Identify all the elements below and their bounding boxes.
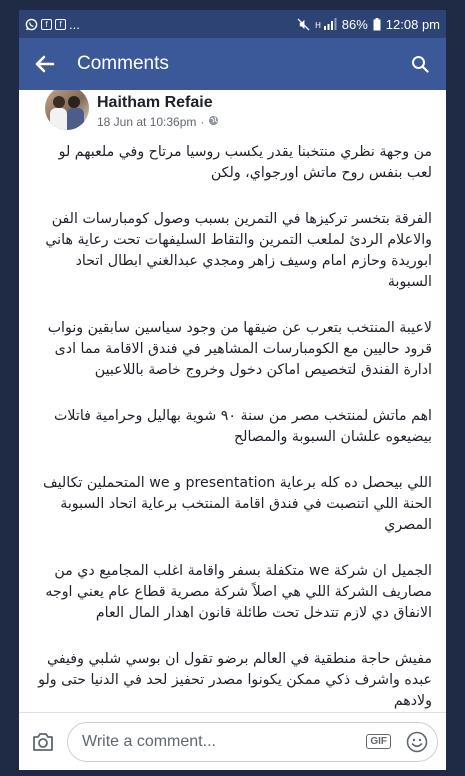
app-bar — [19, 38, 446, 90]
emoji-icon[interactable] — [405, 730, 429, 754]
signal-icon — [315, 18, 337, 30]
comment-input-container — [67, 722, 438, 762]
comment-composer — [19, 712, 446, 770]
camera-icon[interactable] — [27, 726, 59, 758]
search-icon[interactable] — [408, 52, 432, 76]
whatsapp-icon — [25, 18, 38, 31]
post-paragraph: الجميل ان شركة we متكفلة بسفر واقامة اغلب المجاميع دي من مصاريف الشركة اللي هي اصلاً شركة مصرية قطاع عام يعني اوجه الانفاق دي لازم تتدخل تحت طائلة قانون اهدار المال العام — [45, 563, 432, 621]
mute-icon — [297, 18, 310, 31]
back-arrow-icon[interactable] — [33, 52, 57, 76]
post-paragraph: من وجهة نظري منتخبنا يقدر يكسب روسيا مرتاح وفي ملعبهم لو لعب بنفس روح ماتش اورجواي، ولكن — [58, 144, 432, 181]
author-name[interactable]: Haitham Refaie — [97, 94, 213, 111]
notification-box-icon: f — [41, 19, 52, 30]
comment-input[interactable] — [80, 732, 360, 752]
post-paragraph: اهم ماتش لمنتخب مصر من سنة ٩٠ شوية بهاليل وحرامية فاتلات بيضيعوه علشان السبوبة والمصالح — [54, 408, 432, 445]
post-paragraph: لاعيبة المنتخب بتعرب عن ضيقها من وجود سياسين سابقين ونواب قرود حاليين مع الكومبارسات المشاهير في فندق الاقامة مما ادى ادارة الفندق لتخصيص اماكن دخول وخروج خاصة باللاعبين — [47, 320, 432, 378]
battery-icon — [373, 18, 381, 31]
gif-button[interactable]: GIF — [366, 734, 391, 749]
phone-screen — [19, 10, 446, 770]
status-time: 12:08 pm — [385, 16, 440, 32]
post-body — [19, 130, 446, 712]
meta-separator: · — [200, 115, 205, 129]
status-more: ... — [69, 16, 80, 32]
avatar[interactable] — [45, 90, 89, 130]
svg-text:H: H — [314, 21, 321, 30]
status-bar — [19, 10, 446, 38]
post-paragraph: اللي بيحصل ده كله برعاية presentation و we المتحملين تكاليف الحنة اللي اتنصبت في فندق اقامة المنتخب برعاية اتحاد السبوبة المصري — [42, 475, 432, 533]
post-paragraph: مفيش حاجة منطقية في العالم برضو تقول ان بوسي شلبي وفيفي عبده واشرف ذكي ممكن يكونوا مصدر تحفيز لحد في الدنيا حتى ولو ولادهم — [38, 651, 432, 709]
page-title: Comments — [77, 53, 169, 74]
notification-box-icon: f — [55, 19, 66, 30]
comments-content[interactable] — [19, 90, 446, 712]
post-header — [19, 90, 446, 130]
post-paragraph: الفرقة بتخسر تركيزها في التمرين بسبب وصول كومبارسات الفن والاعلام الردئ لملعب التمرين والتقاط السليفهات تحت رعاية هاني ابوريدة وحازم امام وسيف زاهر ومجدي عبدالغني ابطال اتحاد السبوبة — [45, 211, 432, 290]
battery-percent: 86% — [341, 16, 368, 32]
post-timestamp[interactable]: 18 Jun at 10:36pm — [97, 115, 197, 129]
post-meta — [97, 115, 219, 129]
globe-icon — [208, 115, 219, 129]
